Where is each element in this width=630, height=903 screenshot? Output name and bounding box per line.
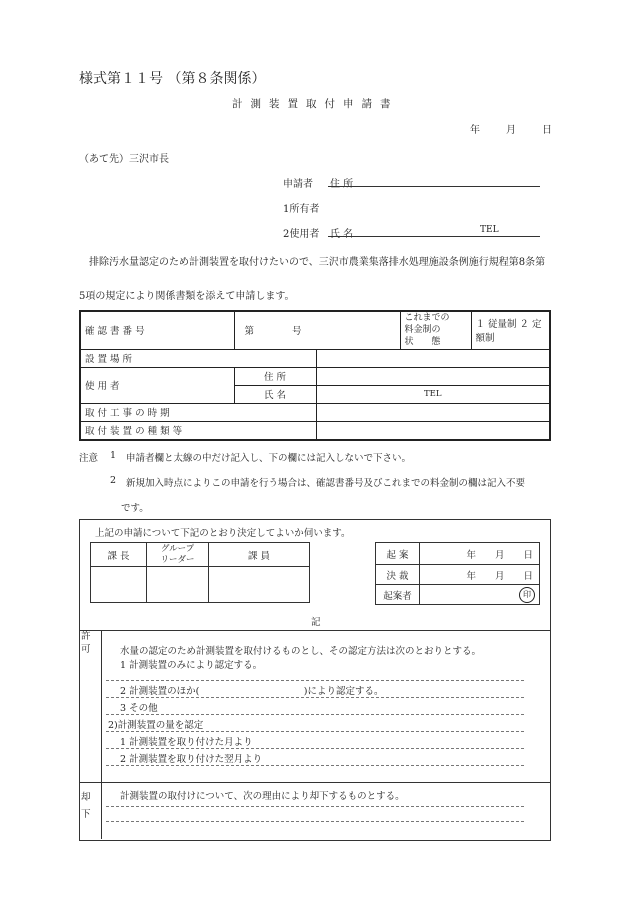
document-title: 計測装置取付申請書 xyxy=(232,98,399,110)
approver-table xyxy=(90,542,310,603)
user-address-label: 住 所 xyxy=(234,367,316,385)
draft-date[interactable]: 年 月 日 xyxy=(420,543,540,565)
permit-label: 許 可 xyxy=(81,631,91,655)
date-line xyxy=(470,121,552,136)
reject-top-border xyxy=(79,782,550,783)
permit-line-1 xyxy=(106,680,524,681)
decision-date[interactable]: 年 月 日 xyxy=(420,565,540,585)
body-line-2: 5項の規定により関係書類を添えて申請します。 xyxy=(79,291,295,302)
permit-line-4 xyxy=(106,731,524,732)
approver-chief-label: 課 長 xyxy=(91,543,147,567)
drafter-field[interactable] xyxy=(420,585,540,605)
body-line-1: 排除汚水量認定のため計測装置を取付けたいので、三沢市農業集落排水処理施設条例施行規程第8条第 xyxy=(89,257,546,268)
permit-intro: 水量の認定のため計測装置を取付けるものとし、その認定方法は次のとおりとする。 xyxy=(120,646,482,657)
date-month: 月 xyxy=(506,125,516,136)
note-2-number: 2 xyxy=(110,475,117,486)
applicant-label: 申請者 xyxy=(283,179,313,190)
user-tel-field[interactable]: TEL xyxy=(316,385,550,403)
permit-sub-2: 2)計測装置の量を認定 xyxy=(108,720,204,731)
seal-icon: 印 xyxy=(519,587,535,603)
permit-item-2: 2 計測装置のほか( )により認定する。 xyxy=(120,686,384,697)
work-time-field[interactable] xyxy=(316,403,550,421)
form-number: 様式第１１号 （第８条関係） xyxy=(79,71,266,87)
install-location-label: 設 置 場 所 xyxy=(80,349,316,367)
date-year: 年 xyxy=(470,125,480,136)
decision-label: 決 裁 xyxy=(376,565,420,585)
prev-fee-line-2: 料金制の xyxy=(404,325,441,336)
date-day: 日 xyxy=(542,125,552,136)
permit-top-border xyxy=(79,630,550,631)
draft-table xyxy=(375,542,540,605)
owner-label: 1所有者 xyxy=(283,204,320,215)
note-label: 注意 xyxy=(79,453,99,464)
prev-fee-label xyxy=(400,311,471,349)
draft-label: 起 案 xyxy=(376,543,420,565)
permit-sub-2-item-1: 1 計測装置を取り付けた月より xyxy=(120,737,253,748)
applicant-address-line[interactable] xyxy=(328,186,540,187)
permit-line-6 xyxy=(106,765,524,766)
user-row-label: 使 用 者 xyxy=(80,367,234,403)
permit-line-3 xyxy=(106,714,524,715)
approver-staff-stamp[interactable] xyxy=(209,567,310,603)
confirm-no-field[interactable]: 第 号 xyxy=(234,311,400,349)
applicant-tel-label: TEL xyxy=(480,225,499,235)
install-location-field[interactable] xyxy=(316,349,550,367)
reject-text: 計測装置の取付けについて、次の理由により却下するものとする。 xyxy=(120,791,405,802)
drafter-label: 起案者 xyxy=(376,585,420,605)
note-1: 申請者欄と太線の中だけ記入し、下の欄には記入しないで下さい。 xyxy=(126,453,412,464)
note-2-line-2: です。 xyxy=(121,503,149,514)
permit-line-2 xyxy=(106,697,524,698)
user-address-field[interactable] xyxy=(316,367,550,385)
fee-options[interactable]: １ 従量制 ２ 定額制 xyxy=(471,311,550,349)
user-name-label: 氏 名 xyxy=(234,385,316,403)
permit-item-3: 3 その他 xyxy=(120,703,158,714)
prev-fee-line-3: 状 態 xyxy=(404,337,441,348)
applicant-name-line[interactable] xyxy=(328,236,540,237)
reject-line-2 xyxy=(106,821,524,822)
office-intro: 上記の申請について下記のとおり決定してよいか伺います。 xyxy=(95,528,351,539)
addressee: （あて先）三沢市長 xyxy=(79,154,169,165)
ki-mark: 記 xyxy=(311,617,321,628)
permit-line-5 xyxy=(106,748,524,749)
applicant-address-label: 住 所 xyxy=(330,179,354,190)
user-label: 2使用者 xyxy=(283,229,320,240)
confirm-no-label: 確 認 書 番 号 xyxy=(80,311,234,349)
note-2-line-1: 新規加入時点によりこの申請を行う場合は、確認書番号及びこれまでの料金制の欄は記入不要 xyxy=(126,478,526,489)
device-type-label: 取 付 装 置 の 種 類 等 xyxy=(80,421,316,440)
work-time-label: 取 付 工 事 の 時 期 xyxy=(80,403,316,421)
application-table xyxy=(79,310,551,441)
permit-item-1: 1 計測装置のみにより認定する。 xyxy=(120,660,263,671)
device-type-field[interactable] xyxy=(316,421,550,440)
note-1-number: 1 xyxy=(110,450,117,461)
approver-leader-label: グループ リーダー xyxy=(147,543,209,567)
approver-chief-stamp[interactable] xyxy=(91,567,147,603)
prev-fee-line-1: これまでの xyxy=(404,313,450,324)
applicant-name-label: 氏 名 xyxy=(330,229,354,240)
reject-label: 却 下 xyxy=(81,792,91,820)
reject-line-1 xyxy=(106,806,524,807)
approver-staff-label: 課 員 xyxy=(209,543,310,567)
approver-leader-stamp[interactable] xyxy=(147,567,209,603)
permit-label-divider xyxy=(101,630,102,839)
permit-sub-2-item-2: 2 計測装置を取り付けた翌月より xyxy=(120,754,263,765)
